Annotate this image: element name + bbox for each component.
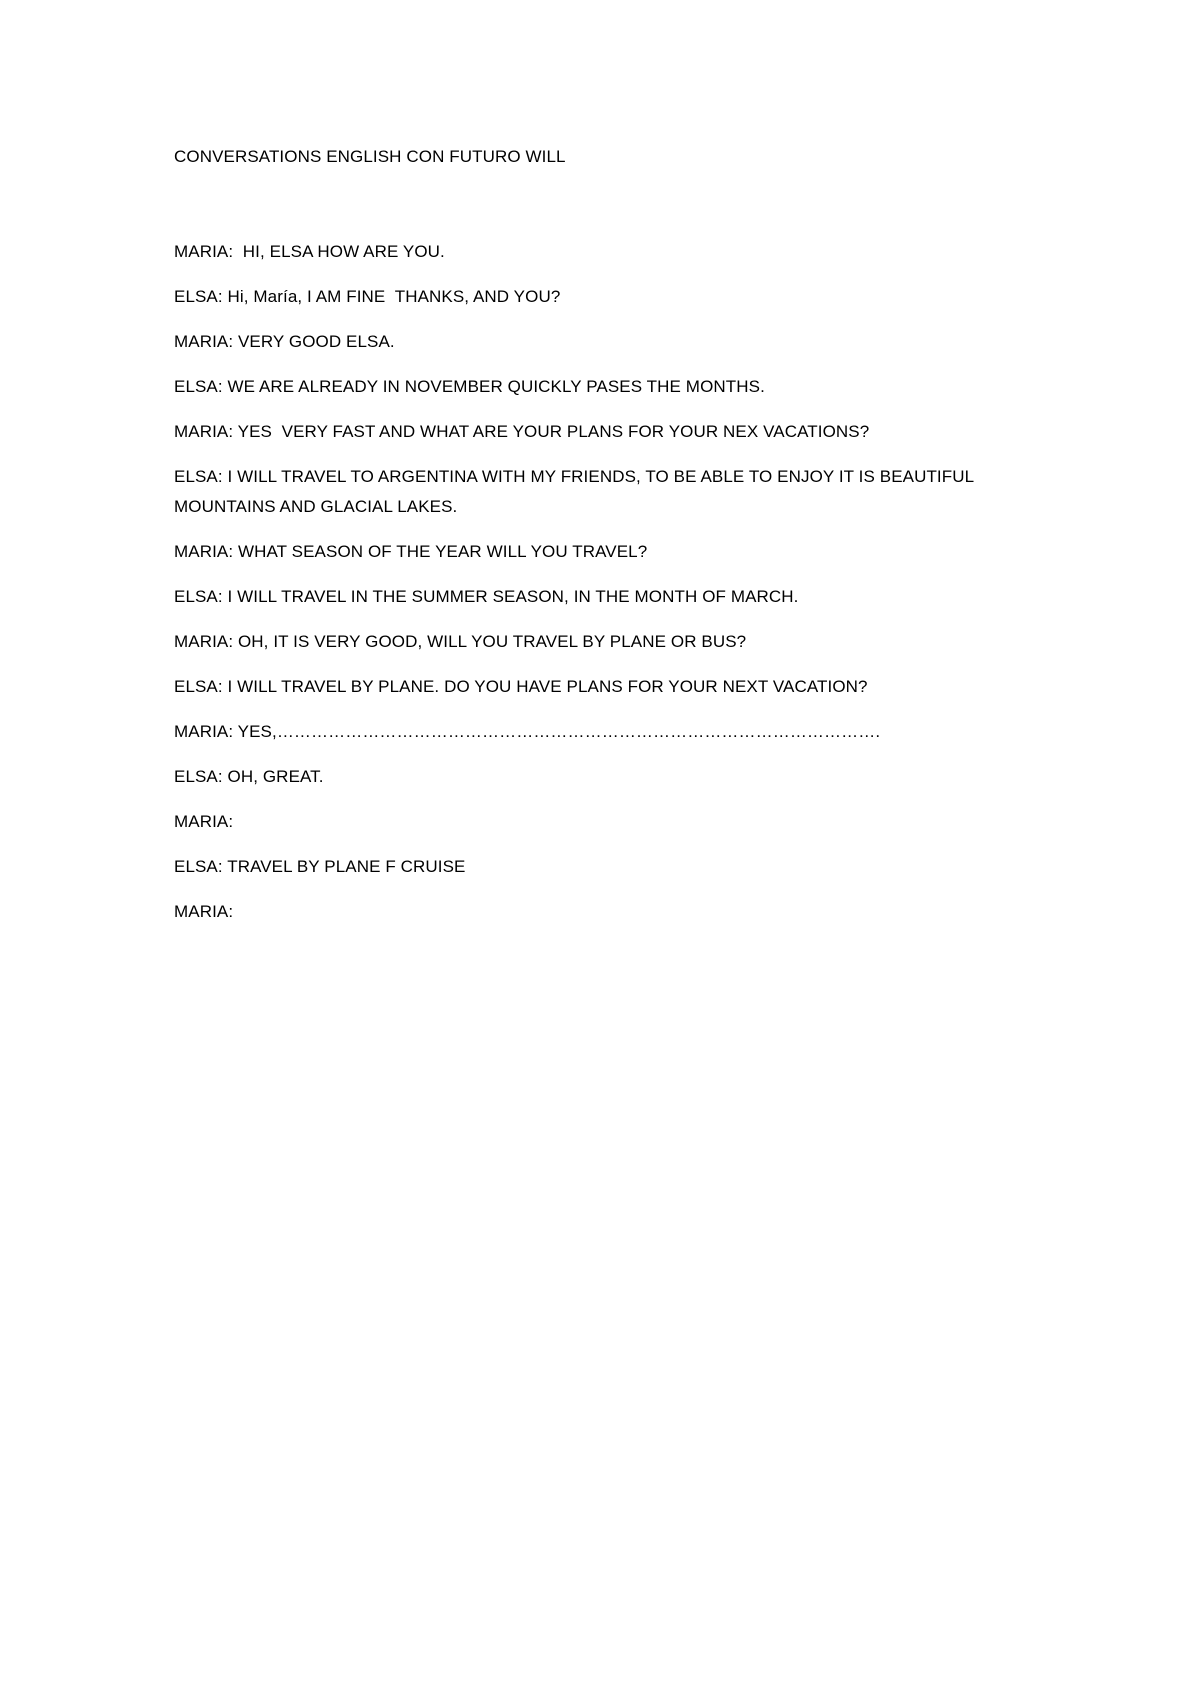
conversation-lines — [174, 237, 1044, 927]
conversation-line: MARIA: — [174, 812, 234, 831]
conversation-line: ELSA: I WILL TRAVEL IN THE SUMMER SEASON, IN THE MONTH OF MARCH. — [174, 587, 799, 606]
conversation-line: MARIA: — [174, 902, 234, 921]
conversation-line: ELSA: OH, GREAT. — [174, 767, 324, 786]
conversation-line: MARIA: OH, IT IS VERY GOOD, WILL YOU TRAVEL BY PLANE OR BUS? — [174, 632, 747, 651]
conversation-line: MARIA: HI, ELSA HOW ARE YOU. — [174, 242, 445, 261]
conversation-line: ELSA: I WILL TRAVEL BY PLANE. DO YOU HAVE PLANS FOR YOUR NEXT VACATION? — [174, 677, 868, 696]
document-body — [174, 146, 1044, 942]
conversation-line: MARIA: YES,……………………………………………………………………………………………. — [174, 722, 881, 741]
conversation-line: ELSA: Hi, María, I AM FINE THANKS, AND YOU? — [174, 287, 561, 306]
conversation-line: MARIA: WHAT SEASON OF THE YEAR WILL YOU TRAVEL? — [174, 542, 648, 561]
conversation-line: ELSA: I WILL TRAVEL TO ARGENTINA WITH MY FRIENDS, TO BE ABLE TO ENJOY IT IS BEAUTIFUL MOUNTAINS AND GLACIAL LAKES. — [174, 467, 979, 516]
conversation-line: ELSA: TRAVEL BY PLANE F CRUISE — [174, 857, 466, 876]
conversation-line: MARIA: VERY GOOD ELSA. — [174, 332, 395, 351]
document-title: CONVERSATIONS ENGLISH CON FUTURO WILL — [174, 147, 566, 166]
conversation-line: MARIA: YES VERY FAST AND WHAT ARE YOUR PLANS FOR YOUR NEX VACATIONS? — [174, 422, 870, 441]
conversation-line: ELSA: WE ARE ALREADY IN NOVEMBER QUICKLY PASES THE MONTHS. — [174, 377, 765, 396]
